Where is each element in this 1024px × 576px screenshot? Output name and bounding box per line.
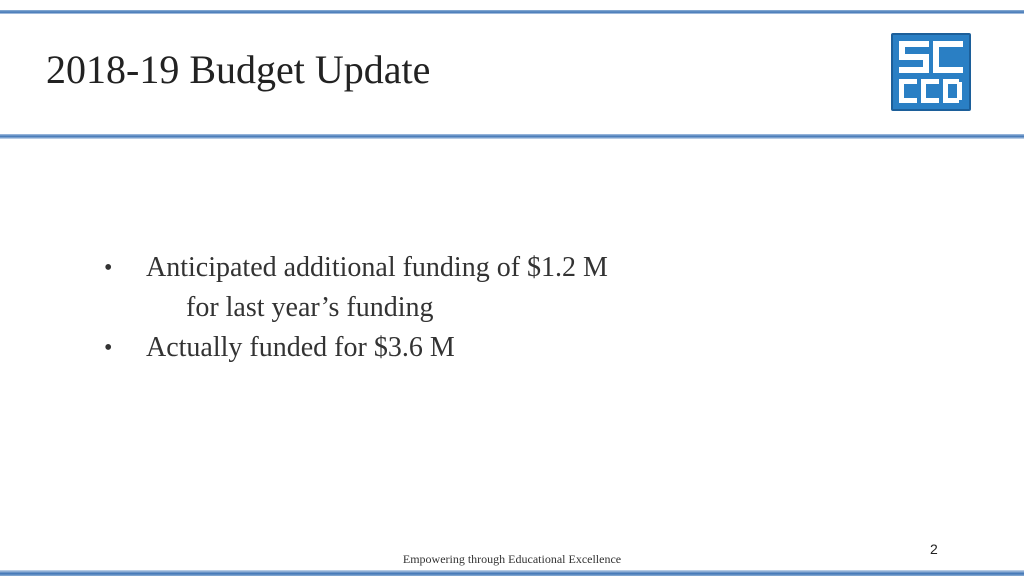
bullet-dot-icon: • [104, 335, 113, 361]
top-rule [0, 10, 1024, 14]
bullet-list [104, 248, 608, 368]
bullet-text: Anticipated additional funding of $1.2 M [146, 252, 608, 283]
sccd-logo [891, 33, 971, 111]
logo-glyphs-icon [893, 35, 969, 109]
slide-title: 2018-19 Budget Update [46, 47, 431, 92]
bullet-dot-icon: • [104, 255, 113, 281]
footer-tagline: Empowering through Educational Excellence [402, 552, 622, 566]
bullet-item [104, 328, 608, 368]
bullet-item [104, 248, 608, 328]
header-rule [0, 134, 1024, 139]
bottom-rule [0, 570, 1024, 576]
bullet-continuation: for last year’s funding [186, 292, 434, 323]
page-number: 2 [930, 541, 938, 557]
bullet-text: Actually funded for $3.6 M [146, 332, 455, 363]
